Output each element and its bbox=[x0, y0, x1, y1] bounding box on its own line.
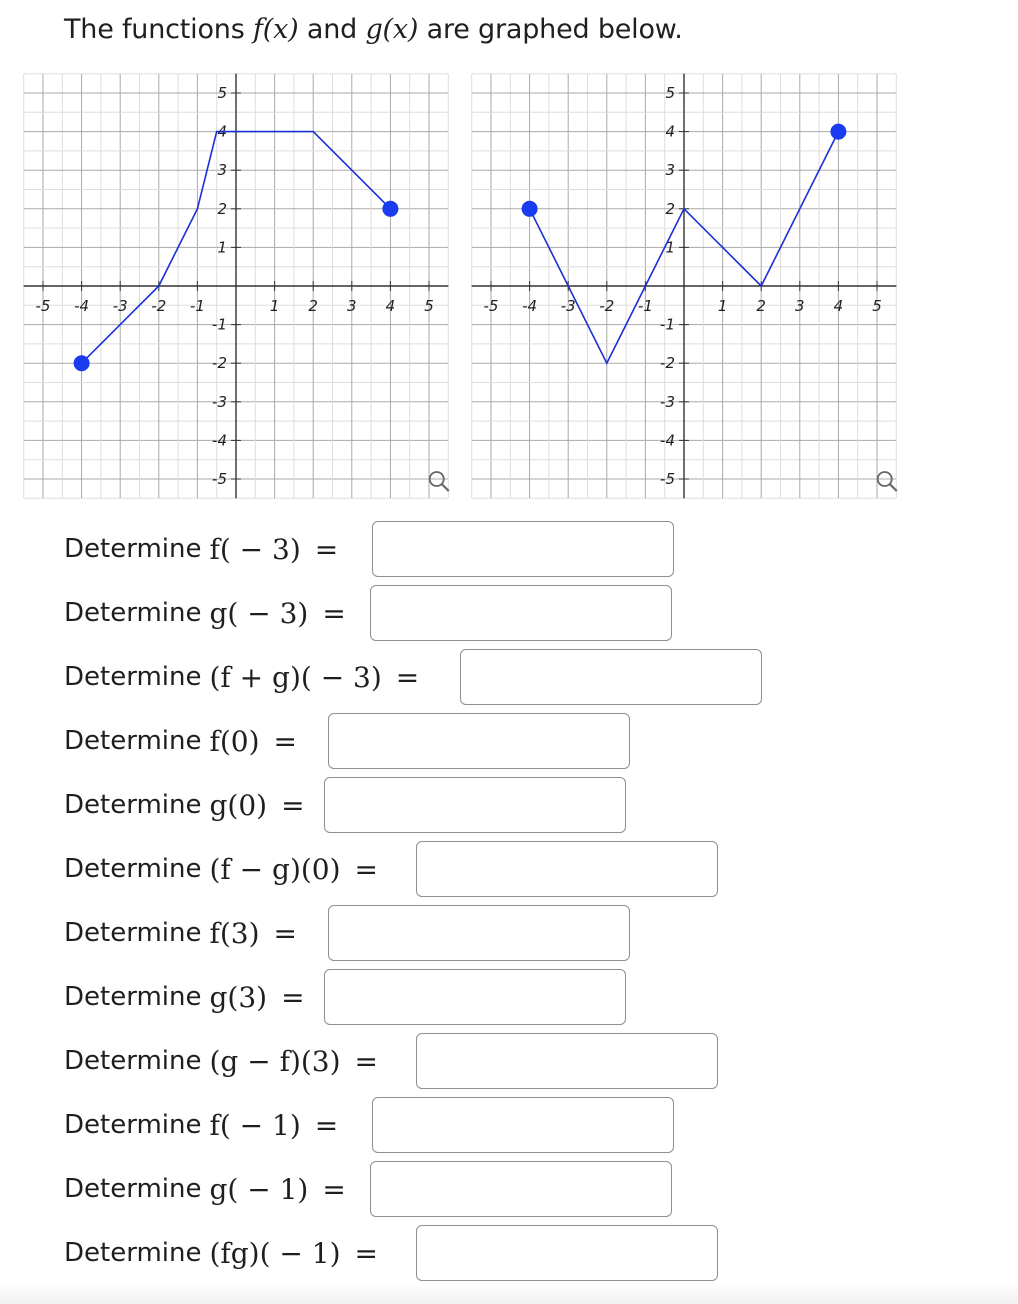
y-tick-label: -5 bbox=[660, 470, 675, 488]
equals-sign: = bbox=[281, 980, 305, 1014]
y-tick-label: 4 bbox=[217, 122, 227, 141]
y-tick-label: 2 bbox=[217, 199, 227, 218]
question-label: Determine bbox=[64, 1238, 202, 1268]
y-tick-label: 4 bbox=[665, 122, 675, 141]
y-tick-label: -3 bbox=[212, 392, 227, 411]
question-label: Determine bbox=[64, 982, 202, 1012]
equals-sign: = bbox=[354, 1236, 378, 1270]
x-tick-label: 4 bbox=[833, 297, 844, 315]
question-expression: f( − 3) bbox=[209, 532, 301, 566]
y-tick-label: 3 bbox=[217, 161, 227, 180]
graph-svg bbox=[483, 80, 958, 500]
y-tick-label: 1 bbox=[665, 238, 675, 257]
question-row bbox=[64, 1096, 356, 1154]
answer-input[interactable] bbox=[328, 905, 630, 961]
question-expression: g(3) bbox=[209, 980, 268, 1014]
question-label: Determine bbox=[64, 854, 202, 884]
graph-svg bbox=[35, 80, 510, 500]
answer-input[interactable] bbox=[324, 969, 626, 1025]
x-tick-label: -1 bbox=[637, 297, 653, 315]
y-tick-label: 5 bbox=[665, 84, 675, 102]
equals-sign: = bbox=[273, 916, 297, 950]
equals-sign: = bbox=[354, 1044, 378, 1078]
endpoint-dot bbox=[382, 201, 398, 217]
y-tick-label: 3 bbox=[665, 161, 675, 180]
x-tick-label: -5 bbox=[35, 297, 51, 315]
question-label: Determine bbox=[64, 662, 202, 692]
question-row bbox=[64, 584, 364, 642]
x-tick-label: -4 bbox=[74, 297, 90, 315]
graph-f bbox=[35, 80, 510, 500]
y-tick-label: -2 bbox=[212, 354, 227, 373]
equals-sign: = bbox=[354, 852, 378, 886]
graph-g bbox=[483, 80, 958, 500]
x-tick-label: 3 bbox=[795, 297, 805, 315]
bottom-fade bbox=[0, 1282, 1018, 1304]
question-row bbox=[64, 712, 315, 770]
x-tick-label: 2 bbox=[756, 297, 766, 315]
magnifier-handle bbox=[442, 484, 449, 491]
x-tick-label: 5 bbox=[872, 297, 882, 315]
y-tick-label: 2 bbox=[665, 199, 675, 218]
question-expression: (fg)( − 1) bbox=[209, 1236, 341, 1270]
question-label: Determine bbox=[64, 1174, 202, 1204]
endpoint-dot bbox=[830, 124, 846, 140]
answer-input[interactable] bbox=[370, 1161, 672, 1217]
x-tick-label: -3 bbox=[560, 297, 576, 315]
equals-sign: = bbox=[281, 788, 305, 822]
magnifier-icon[interactable] bbox=[430, 472, 449, 491]
magnifier-icon[interactable] bbox=[878, 472, 897, 491]
x-tick-label: 5 bbox=[424, 297, 434, 315]
intro-text bbox=[64, 14, 683, 45]
question-expression: f(3) bbox=[209, 916, 260, 950]
x-tick-label: 1 bbox=[717, 297, 728, 315]
answer-input[interactable] bbox=[460, 649, 762, 705]
question-expression: g(0) bbox=[209, 788, 268, 822]
question-expression: g( − 3) bbox=[209, 596, 309, 630]
equals-sign: = bbox=[314, 532, 339, 566]
equals-sign: = bbox=[322, 1172, 346, 1206]
answer-input[interactable] bbox=[416, 841, 718, 897]
x-tick-label: 1 bbox=[269, 297, 280, 315]
answer-input[interactable] bbox=[416, 1033, 718, 1089]
answer-input[interactable] bbox=[328, 713, 630, 769]
answer-input[interactable] bbox=[416, 1225, 718, 1281]
equals-sign: = bbox=[395, 660, 420, 694]
x-tick-label: -2 bbox=[151, 297, 167, 315]
intro-and: and bbox=[306, 14, 358, 45]
endpoint-dot bbox=[522, 201, 538, 217]
answer-input[interactable] bbox=[324, 777, 626, 833]
y-tick-label: 5 bbox=[217, 84, 227, 102]
answer-input[interactable] bbox=[372, 1097, 674, 1153]
intro-g: g(x) bbox=[365, 14, 419, 45]
intro-f: f(x) bbox=[252, 14, 299, 45]
question-row bbox=[64, 1160, 364, 1218]
y-tick-label: -5 bbox=[212, 470, 227, 488]
question-label: Determine bbox=[64, 790, 202, 820]
question-row bbox=[64, 840, 396, 898]
x-tick-label: -2 bbox=[599, 297, 615, 315]
y-tick-label: -1 bbox=[212, 315, 227, 334]
y-tick-label: -3 bbox=[660, 392, 675, 411]
x-tick-label: -3 bbox=[112, 297, 128, 315]
y-tick-label: -4 bbox=[212, 431, 227, 450]
question-row bbox=[64, 904, 315, 962]
question-expression: (f − g)(0) bbox=[209, 852, 341, 886]
equals-sign: = bbox=[322, 596, 346, 630]
question-expression: (g − f)(3) bbox=[209, 1044, 341, 1078]
y-tick-label: -1 bbox=[660, 315, 675, 334]
question-label: Determine bbox=[64, 598, 202, 628]
y-tick-label: 1 bbox=[217, 238, 227, 257]
x-tick-label: -4 bbox=[522, 297, 538, 315]
x-tick-label: 2 bbox=[308, 297, 318, 315]
question-row bbox=[64, 968, 323, 1026]
question-row bbox=[64, 1224, 396, 1282]
y-tick-label: -4 bbox=[660, 431, 675, 450]
question-label: Determine bbox=[64, 726, 202, 756]
intro-prefix: The functions bbox=[64, 14, 245, 45]
intro-suffix: are graphed below. bbox=[426, 14, 683, 45]
question-expression: f(0) bbox=[209, 724, 260, 758]
equals-sign: = bbox=[314, 1108, 339, 1142]
x-tick-label: 4 bbox=[385, 297, 396, 315]
question-expression: g( − 1) bbox=[209, 1172, 309, 1206]
magnifier-handle bbox=[890, 484, 897, 491]
question-row bbox=[64, 1032, 396, 1090]
question-label: Determine bbox=[64, 534, 202, 564]
x-tick-label: 3 bbox=[347, 297, 357, 315]
answer-input[interactable] bbox=[370, 585, 672, 641]
x-tick-label: -1 bbox=[189, 297, 205, 315]
question-expression: (f + g)( − 3) bbox=[209, 660, 382, 694]
question-expression: f( − 1) bbox=[209, 1108, 301, 1142]
question-label: Determine bbox=[64, 1110, 202, 1140]
answer-input[interactable] bbox=[372, 521, 674, 577]
question-row bbox=[64, 648, 437, 706]
endpoint-dot bbox=[74, 355, 90, 371]
equals-sign: = bbox=[273, 724, 297, 758]
question-row bbox=[64, 776, 323, 834]
question-label: Determine bbox=[64, 1046, 202, 1076]
x-tick-label: -5 bbox=[483, 297, 499, 315]
question-row bbox=[64, 520, 356, 578]
y-tick-label: -2 bbox=[660, 354, 675, 373]
question-label: Determine bbox=[64, 918, 202, 948]
